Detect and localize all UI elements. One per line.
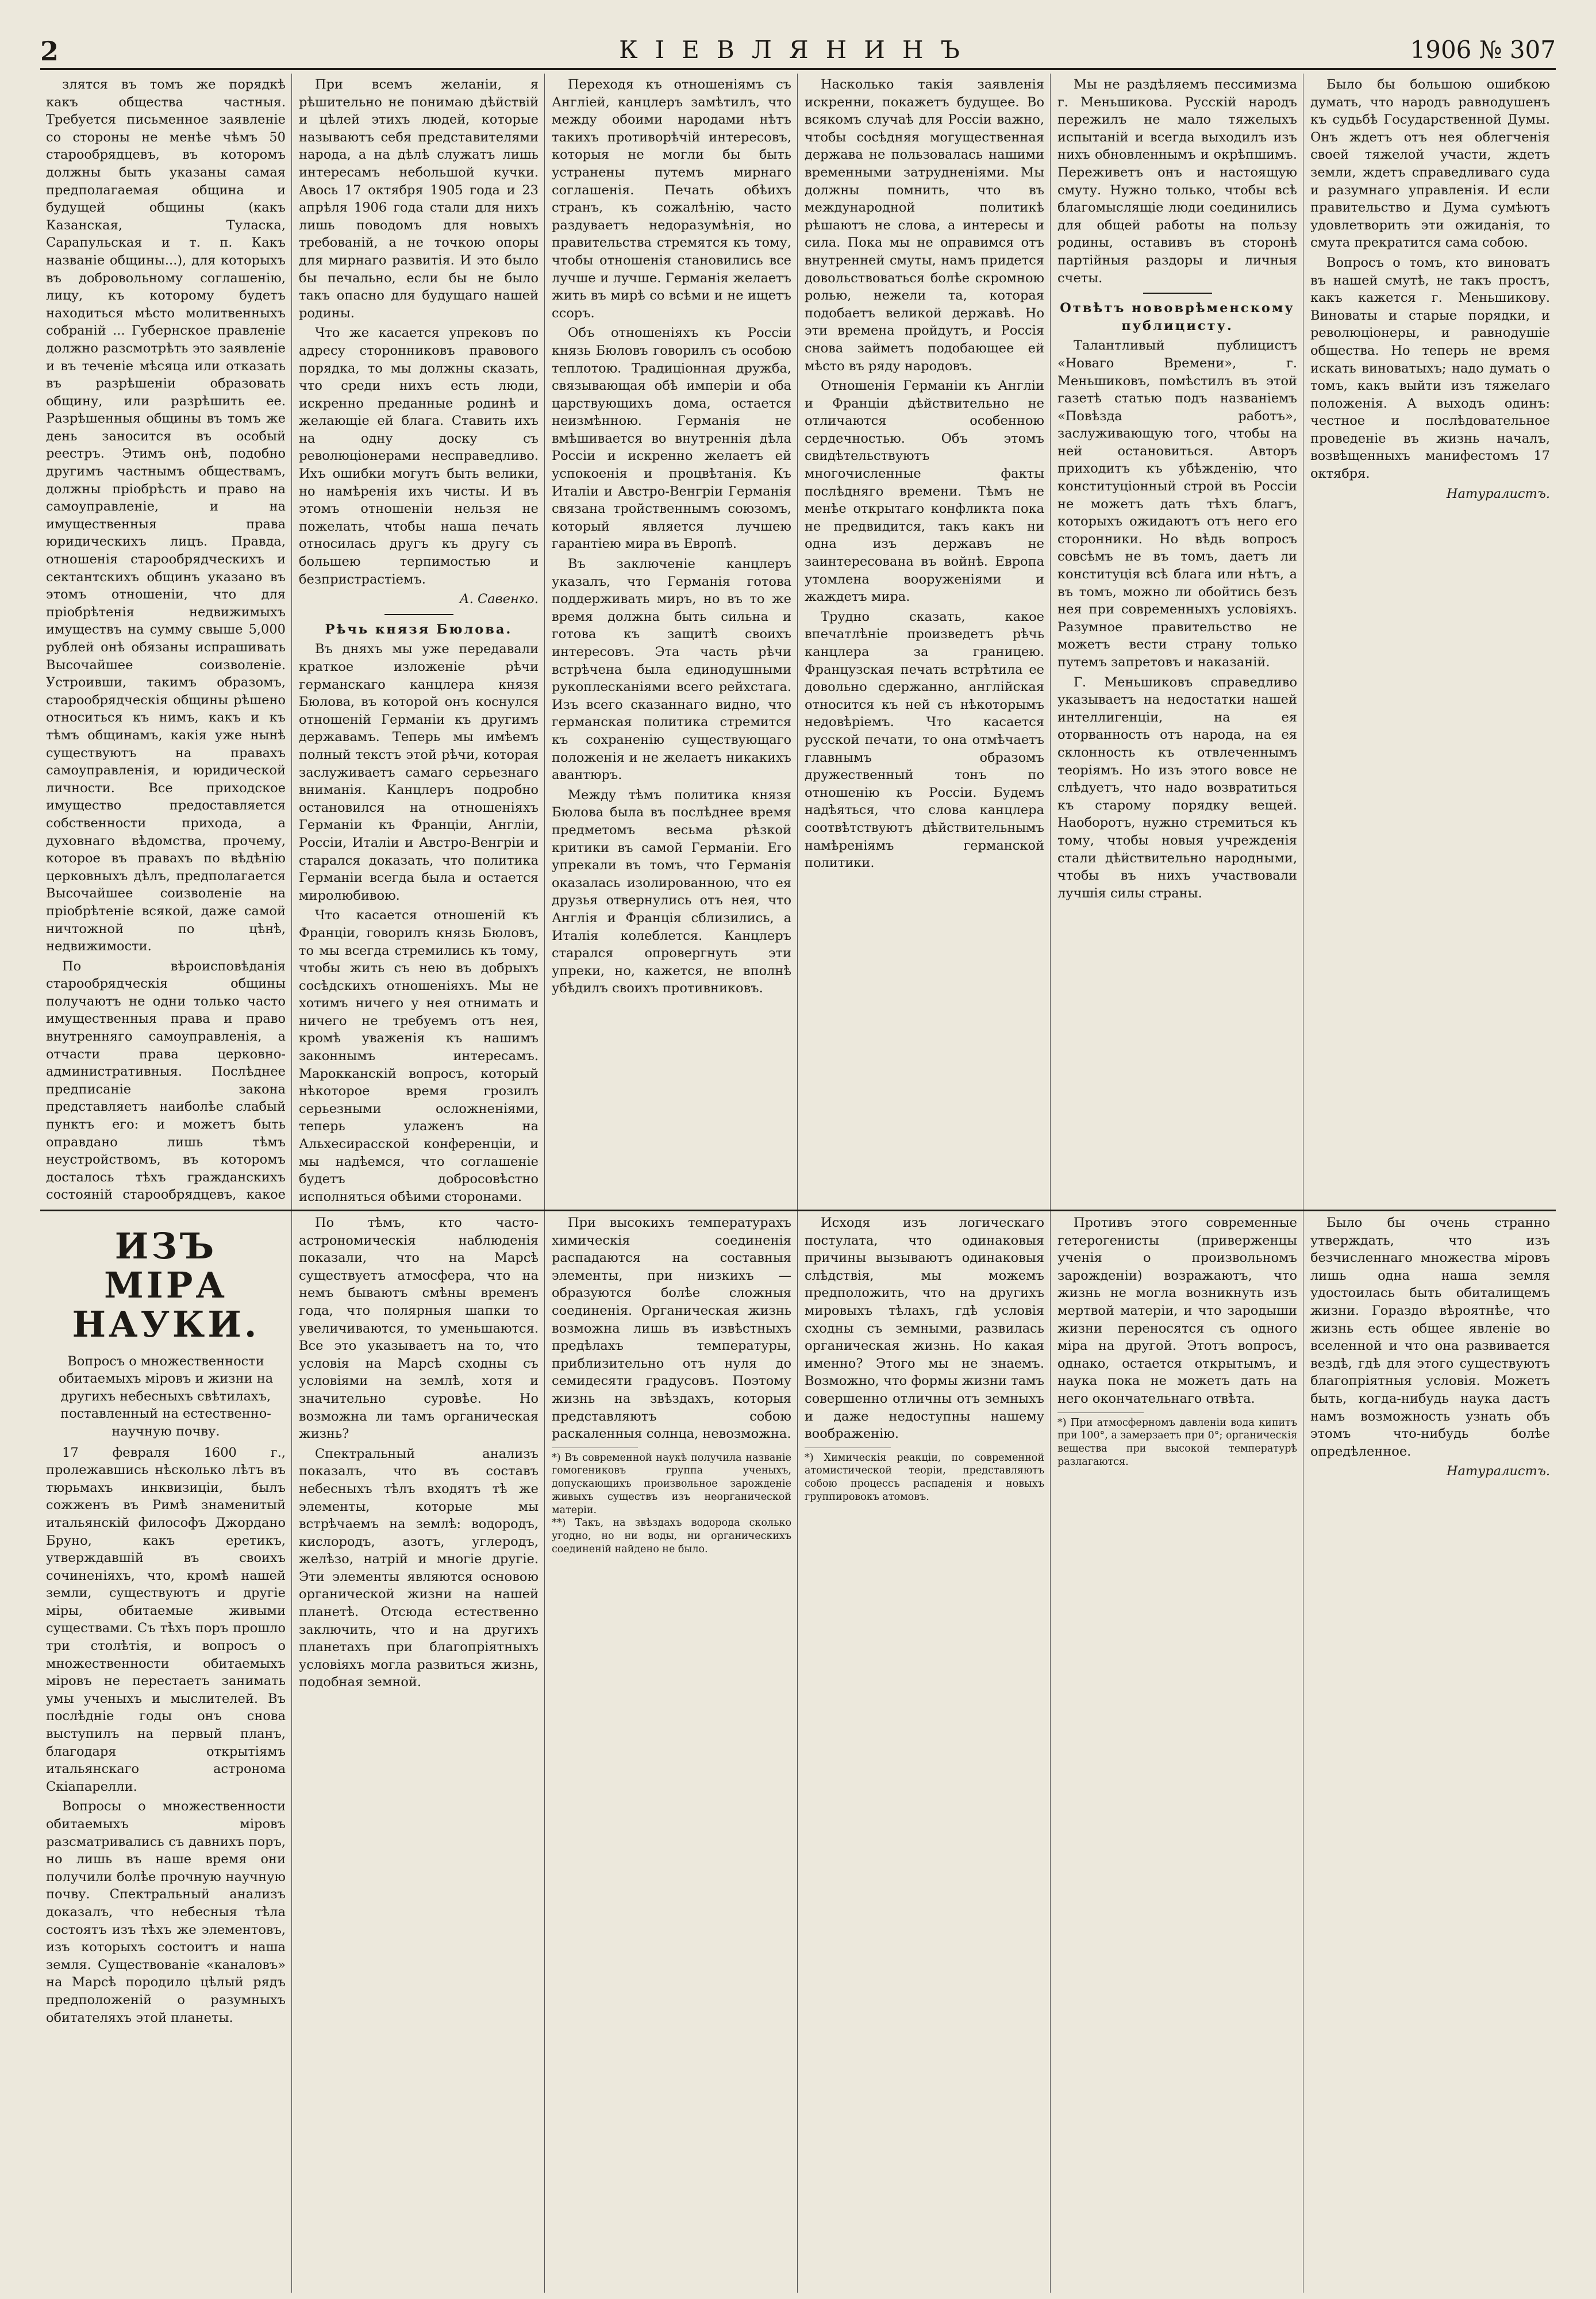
column-3-bottom <box>552 1214 791 2295</box>
section-rule <box>40 1210 1556 1211</box>
column-2-bottom <box>299 1214 539 2295</box>
article-text: Объ отношеніяхъ къ Россіи князь Бюловъ говорилъ съ особою теплотою. Традиціонная дружба, связывающая обѣ имперіи и оба царствующихъ дома, остается неизмѣнною. Германія не вмѣшивается во внутреннія дѣла Россіи и искренно желаетъ ей успокоенія и процвѣтанія. Къ Италіи и Австро-Венгріи Германія связана тройственнымъ союзомъ, который является лучшею гарантіею мира въ Европѣ. <box>552 325 791 552</box>
article-text: Противъ этого современные гетерогенисты (приверженцы ученія о произвольномъ зарожденіи) возражаютъ, что жизнь не могла возникнуть изъ мертвой матеріи, и что зародыши жизни переносятся съ одного міра на другой. Этотъ вопросъ, однако, остается открытымъ, и наука пока не можетъ дать на него окончательнаго отвѣта. <box>1057 1215 1297 1406</box>
top-rule <box>40 68 1556 70</box>
footnote: *) Въ современной наукѣ получила названіе гомогениковъ группа ученыхъ, допускающихъ произвольное зарожденіе живыхъ существъ изъ неорганической матеріи. <box>552 1452 791 1516</box>
column-5-top <box>1057 76 1297 1206</box>
column-6-bottom <box>1310 1214 1550 2295</box>
article-text: Исходя изъ логическаго постулата, что одинаковыя причины вызываютъ одинаковыя слѣдствія, мы можемъ предположить, что на другихъ мировыхъ тѣлахъ, гдѣ условія сходны съ земными, развилась органическая жизнь. Но какая именно? Этого мы не знаемъ. Возможно, что формы жизни тамъ совершенно отличны отъ земныхъ и даже недоступны нашему воображенію. <box>805 1215 1044 1442</box>
article-text: Въ заключеніе канцлеръ указалъ, что Германія готова поддерживать миръ, но въ то же время должна быть сильна и готова къ защитѣ своихъ интересовъ. Эта часть рѣчи встрѣчена была единодушными рукоплесканіями всего рейхстага. Изъ всего сказаннаго видно, что германская политика стремится къ сохраненію существующаго положенія и не желаетъ никакихъ авантюръ. <box>552 556 791 783</box>
article-text: При высокихъ температурахъ химическія соединенія распадаются на составныя элементы, при низкихъ — образуются болѣе сложныя соединенія. Органическая жизнь возможна лишь въ извѣстныхъ предѣлахъ температуры, приблизительно отъ нуля до семидесяти градусовъ. Поэтому жизнь на звѣздахъ, которыя представляютъ собою раскаленныя солнца, невозможна. <box>552 1215 791 1442</box>
article-text: По тѣмъ, кто часто-астрономическія наблюденія показали, что на Марсѣ существуетъ атмосфера, что на немъ бываютъ смѣны временъ года, что полярныя шапки то увеличиваются, то уменьшаются. Все это указываетъ на то, что условія на Марсѣ сходны съ условіями на землѣ, хотя и значительно суровѣе. Но возможна ли тамъ органическая жизнь? <box>299 1215 539 1442</box>
article-text: По вѣроисповѣданія старообрядческія общины получаютъ не одни только часто имущественныя права и право внутренняго самоуправленія, а отчасти права церковно-административныя. Послѣднее предписаніе закона представляетъ наиболѣе слабый пунктъ его: и можетъ быть оправдано лишь тѣмъ неустройствомъ, въ которомъ досталось тѣхъ гражданскихъ состояній старообрядцевъ, какое <box>46 958 286 1203</box>
footnote: *) Химическія реакціи, по современной атомистической теоріи, представляютъ собою процессъ распаденія и новыхъ группировокъ атомовъ. <box>805 1452 1044 1503</box>
article-text: Г. Меньшиковъ справедливо указываетъ на недостатки нашей интеллигенціи, на ея оторванность отъ народа, на ея склонность къ отвлеченнымъ теоріямъ. Но изъ этого вовсе не слѣдуетъ, что надо возвратиться къ старому порядку вещей. Наоборотъ, нужно стремиться къ тому, чтобы новыя учрежденія стали дѣйствительно народными, чтобы въ нихъ участвовали лучшія силы страны. <box>1057 674 1297 901</box>
newspaper-title: КІЕВЛЯНИНЪ <box>619 36 977 64</box>
article-text: Талантливый публицистъ «Новаго Времени», г. Меньшиковъ, помѣстилъ въ этой газетѣ статью подъ названіемъ «Повѣзда работъ», заслуживающую того, чтобы на ней остановиться. Авторъ приходитъ къ убѣжденію, что конституціонный строй въ Россіи не можетъ дать тѣхъ благъ, которыхъ ожидаютъ отъ него его сторонники. Но вѣдь вопросъ совсѣмъ не въ томъ, даетъ ли конституція всѣ блага или нѣтъ, а въ томъ, можно ли обойтись безъ нея при современныхъ условіяхъ. Разумное правительство не можетъ вести страну только путемъ запретовъ и наказаній. <box>1057 338 1297 670</box>
separator <box>1143 293 1212 294</box>
article-text: Насколько такія заявленія искренни, покажетъ будущее. Во всякомъ случаѣ для Россіи важно, чтобы сосѣдняя могущественная держава не пользовалась нашими временными затрудненіями. Мы должны помнить, что въ международной политикѣ рѣшаютъ не слова, а интересы и сила. Пока мы не оправимся отъ внутренней смуты, намъ придется довольствоваться болѣе скромною ролью, нежели та, которая подобаетъ великой державѣ. Но эти времена пройдутъ, и Россія снова займетъ подобающее ей мѣсто въ ряду народовъ. <box>805 77 1044 374</box>
page-number: 2 <box>40 36 59 67</box>
article-signature: Натуралистъ. <box>1446 486 1550 501</box>
article-text: Спектральный анализъ показалъ, что въ составъ небесныхъ тѣлъ входятъ тѣ же элементы, которые мы встрѣчаемъ на землѣ: водородъ, кислородъ, азотъ, углеродъ, желѣзо, натрій и многіе другіе. Эти элементы являются основою органической жизни на нашей планетѣ. Отсюда естественно заключить, что и на другихъ планетахъ при благопріятныхъ условіяхъ могла развиться жизнь, подобная земной. <box>299 1446 539 1690</box>
feuilleton-heading: ИЗЪ МІРА НАУКИ. <box>72 1225 260 1346</box>
article-text: Вопросы о множественности обитаемыхъ міровъ разсматривались съ давнихъ поръ, но лишь въ наше время они получили болѣе прочную научную почву. Спектральный анализъ доказалъ, что небесныя тѣла состоятъ изъ тѣхъ же элементовъ, изъ которыхъ состоитъ и наша земля. Существованіе «каналовъ» на Марсѣ породило цѣлый рядъ предположеній о разумныхъ обитателяхъ этой планеты. <box>46 1799 286 2025</box>
issue-number: 1906 № 307 <box>1410 36 1556 64</box>
column-5-bottom <box>1057 1214 1297 2295</box>
article-signature: А. Савенко. <box>459 592 539 607</box>
column-divider <box>1050 74 1051 2293</box>
column-divider <box>291 74 292 2293</box>
article-text: Что же касается упрековъ по адресу сторонниковъ правового порядка, то мы должны сказать, что среди нихъ есть люди, искренно преданные родинѣ и желающіе ей блага. Ставить ихъ на одну доску съ революціонерами несправедливо. Ихъ ошибки могутъ быть велики, но намѣренія ихъ чисты. И въ этомъ отношеніи нельзя не пожелать, чтобы наша печать относилась другъ къ другу съ большею терпимостью и безпристрастіемъ. <box>299 325 539 587</box>
column-4-bottom <box>805 1214 1044 2295</box>
section-heading: Рѣчь князя Бюлова. <box>325 621 513 637</box>
article-text: Мы не раздѣляемъ пессимизма г. Меньшикова. Русскій народъ пережилъ не мало тяжелыхъ испытаній и всегда выходилъ изъ нихъ обновленнымъ и окрѣпшимъ. Переживетъ онъ и настоящую смуту. Нужно только, чтобы всѣ благомыслящіе люди соединились для общей работы на пользу родины, оставивъ въ сторонѣ партійныя раздоры и личныя счеты. <box>1057 77 1297 286</box>
masthead <box>40 36 1556 66</box>
article-text: Въ дняхъ мы уже передавали краткое изложеніе рѣчи германскаго канцлера князя Бюлова, въ которой онъ коснулся отношеній Германіи къ другимъ державамъ. Теперь мы имѣемъ полный текстъ этой рѣчи, которая заслуживаетъ самаго серьезнаго вниманія. Канцлеръ подробно остановился на отношеніяхъ Германіи къ Франціи, Англіи, Россіи, Италіи и Австро-Венгріи и старался доказать, что политика Германіи всегда была и остается миролюбивою. <box>299 642 539 903</box>
article-text: Было бы большою ошибкою думать, что народъ равнодушенъ къ судьбѣ Государственной Думы. Онъ ждетъ отъ нея облегченія своей тяжелой участи, ждетъ земли, ждетъ справедливаго суда и разумнаго управленія. И если правительство и Дума сумѣютъ удовлетворить эти ожиданія, то смута прекратится сама собою. <box>1310 77 1550 251</box>
article-text: При всемъ желаніи, я рѣшительно не понимаю дѣйствій и цѣлей этихъ людей, которые называютъ себя представителями народа, а на дѣлѣ служатъ лишь интересамъ небольшой кучки. Авось 17 октября 1905 года и 23 апрѣля 1906 года стали для нихъ лишь поводомъ для новыхъ требованій, а не точкою опоры для мирнаго развитія. И это было бы печально, если бы не было такъ опасно для будущаго нашей родины. <box>299 77 539 321</box>
column-6-top <box>1310 76 1550 1206</box>
column-divider <box>544 74 545 2293</box>
column-divider <box>797 74 798 2293</box>
article-text: 17 февраля 1600 г., пролежавшись нѣсколько лѣтъ въ тюрьмахъ инквизиціи, былъ сожженъ въ Римѣ знаменитый итальянскій философъ Джордано Бруно, какъ еретикъ, утверждавшій въ своихъ сочиненіяхъ, что, кромѣ нашей земли, существуютъ и другіе міры, обитаемые живыми существами. Съ тѣхъ поръ прошло три столѣтія, и вопросъ о множественности обитаемыхъ міровъ не перестаетъ занимать умы ученыхъ и мыслителей. Въ послѣдніе годы онъ снова выступилъ на первый планъ, благодаря открытіямъ итальянскаго астронома Скіапарелли. <box>46 1445 286 1794</box>
article-text: злятся въ томъ же порядкѣ какъ общества частныя. Требуется письменное заявленіе со стороны не менѣе чѣмъ 50 старообрядцевъ, въ которомъ должны быть указаны самая предполагаемая община и будущей общины (какъ Казанская, Туласка, Сарапульская и т. п. Какъ названіе общины...), для которыхъ въ добровольному соглашенію, лицу, къ которому будетъ находиться мѣсто молитвенныхъ собраній ... Губернское правленіе должно разсмотрѣть это заявленіе и въ теченіе мѣсяца или отказать въ разрѣшеніи образовать общину, или разрѣшить ее. Разрѣшенныя общины въ томъ же день заносится въ особый реестръ. Этимъ онѣ, подобно другимъ частнымъ обществамъ, должны пріобрѣсть и право на самоуправленіе, и на имущественныя права юридическихъ лицъ. Правда, отношенія старообрядческихъ и сектантскихъ общинъ указано въ этомъ отношеніи, что для пріобрѣтенія недвижимыхъ имуществъ на сумму свыше 5,000 рублей онѣ обязаны испрашивать Высочайшее соизволеніе. Устроивши, такимъ образомъ, старообрядческія общины рѣшено относиться къ нимъ, какъ и къ тѣмъ общинамъ, какія уже нынѣ существуютъ на правахъ самоуправленія, и юридической личности. Все приходское имущество предоставляется собственности прихода, а духовнаго вѣдомства, прочему, которое въ правахъ по вѣдѣнію церковныхъ дѣлъ, предполагается Высочайшее соизволеніе на пріобрѣтеніе всякой, даже самой ничтожной по цѣнѣ, недвижимости. <box>46 77 286 954</box>
footnote: *) При атмосферномъ давленіи вода кипитъ при 100°, а замерзаетъ при 0°; органическія вещества при высокой температурѣ разлагаются. <box>1057 1417 1297 1468</box>
article-text: Вопросъ о томъ, кто виноватъ въ нашей смутѣ, не такъ простъ, какъ кажется г. Меньшикову. Виноваты и старые порядки, и революціонеры, и равнодушіе общества. Но теперь не время искать виноватыхъ; надо думать о томъ, какъ выйти изъ тяжелаго положенія. А выходъ одинъ: честное и послѣдовательное проведеніе въ жизнь началъ, возвѣщенныхъ манифестомъ 17 октября. <box>1310 255 1550 482</box>
feuilleton-subtitle: Вопросъ о множественности обитаемыхъ міровъ и жизни на другихъ небесныхъ свѣтилахъ, поставленный на естественно-научную почву. <box>58 1353 274 1439</box>
separator <box>384 614 453 615</box>
article-text: Переходя къ отношеніямъ съ Англіей, канцлеръ замѣтилъ, что между обоими народами нѣтъ такихъ противорѣчій интересовъ, которыя не могли бы быть устранены путемъ мирнаго соглашенія. Печать обѣихъ странъ, къ сожалѣнію, часто раздуваетъ недоразумѣнія, но правительства стремятся къ тому, чтобы отношенія становились все лучше и лучше. Германія желаетъ жить въ мирѣ со всѣми и не ищетъ ссоръ. <box>552 77 791 321</box>
footnote: **) Такъ, на звѣздахъ водорода сколько угодно, но ни воды, ни органическихъ соединеній найдено не было. <box>552 1517 791 1555</box>
column-3-top <box>552 76 791 1206</box>
column-2-top <box>299 76 539 1206</box>
column-4-top <box>805 76 1044 1206</box>
article-text: Между тѣмъ политика князя Бюлова была въ послѣднее время предметомъ весьма рѣзкой критики въ самой Германіи. Его упрекали въ томъ, что Германія оказалась изолированною, что ея друзья отвернулись отъ нея, что Англія и Франція сблизились, а Италія колеблется. Канцлеръ старался опровергнуть эти упреки, но, кажется, не вполнѣ убѣдилъ своихъ противниковъ. <box>552 787 791 996</box>
article-signature: Натуралистъ. <box>1446 1464 1550 1479</box>
section-heading: Отвѣтъ нововрѣменскому публицисту. <box>1060 301 1295 333</box>
article-text: Что касается отношеній къ Франціи, говорилъ князь Бюловъ, то мы всегда стремились къ тому, чтобы жить съ нею въ добрыхъ сосѣдскихъ отношеніяхъ. Мы не хотимъ ничего у нея отнимать и ничего не требуемъ отъ нея, кромѣ уваженія къ нашимъ законнымъ интересамъ. Марокканскій вопросъ, который нѣкоторое время грозилъ серьезными осложненіями, теперь улаженъ на Альхесирасской конференціи, и мы надѣемся, что соглашеніе будетъ добросовѣстно исполняться обѣими сторонами. <box>299 908 539 1204</box>
article-text: Отношенія Германіи къ Англіи и Франціи дѣйствительно не отличаются особенною сердечностью. Объ этомъ свидѣтельствуютъ многочисленные факты послѣдняго времени. Тѣмъ не менѣе открытаго конфликта пока не предвидится, такъ какъ ни одна изъ державъ не заинтересована въ войнѣ. Европа утомлена вооруженіями и жаждетъ мира. <box>805 378 1044 605</box>
article-text: Было бы очень странно утверждать, что изъ безчисленнаго множества міровъ лишь одна наша земля удостоилась быть обиталищемъ жизни. Гораздо вѣроятнѣе, что жизнь есть общее явленіе во вселенной и что она развивается вездѣ, гдѣ для этого существуютъ благопріятныя условія. Можетъ быть, когда-нибудь наука дастъ намъ возможность узнать объ этомъ что-нибудь болѣе опредѣленное. <box>1310 1215 1550 1459</box>
column-1-top <box>46 76 286 1206</box>
article-text: Трудно сказать, какое впечатлѣніе произведетъ рѣчь канцлера за границею. Французская печать встрѣтила ее довольно сдержанно, англійская относится къ ней съ нѣкоторымъ недовѣріемъ. Что касается русской печати, то она отмѣчаетъ главнымъ образомъ дружественный тонъ по отношенію къ Россіи. Будемъ надѣяться, что слова канцлера соотвѣтствуютъ дѣйствительнымъ намѣреніямъ германской политики. <box>805 609 1044 871</box>
column-1-bottom <box>46 1214 286 2295</box>
